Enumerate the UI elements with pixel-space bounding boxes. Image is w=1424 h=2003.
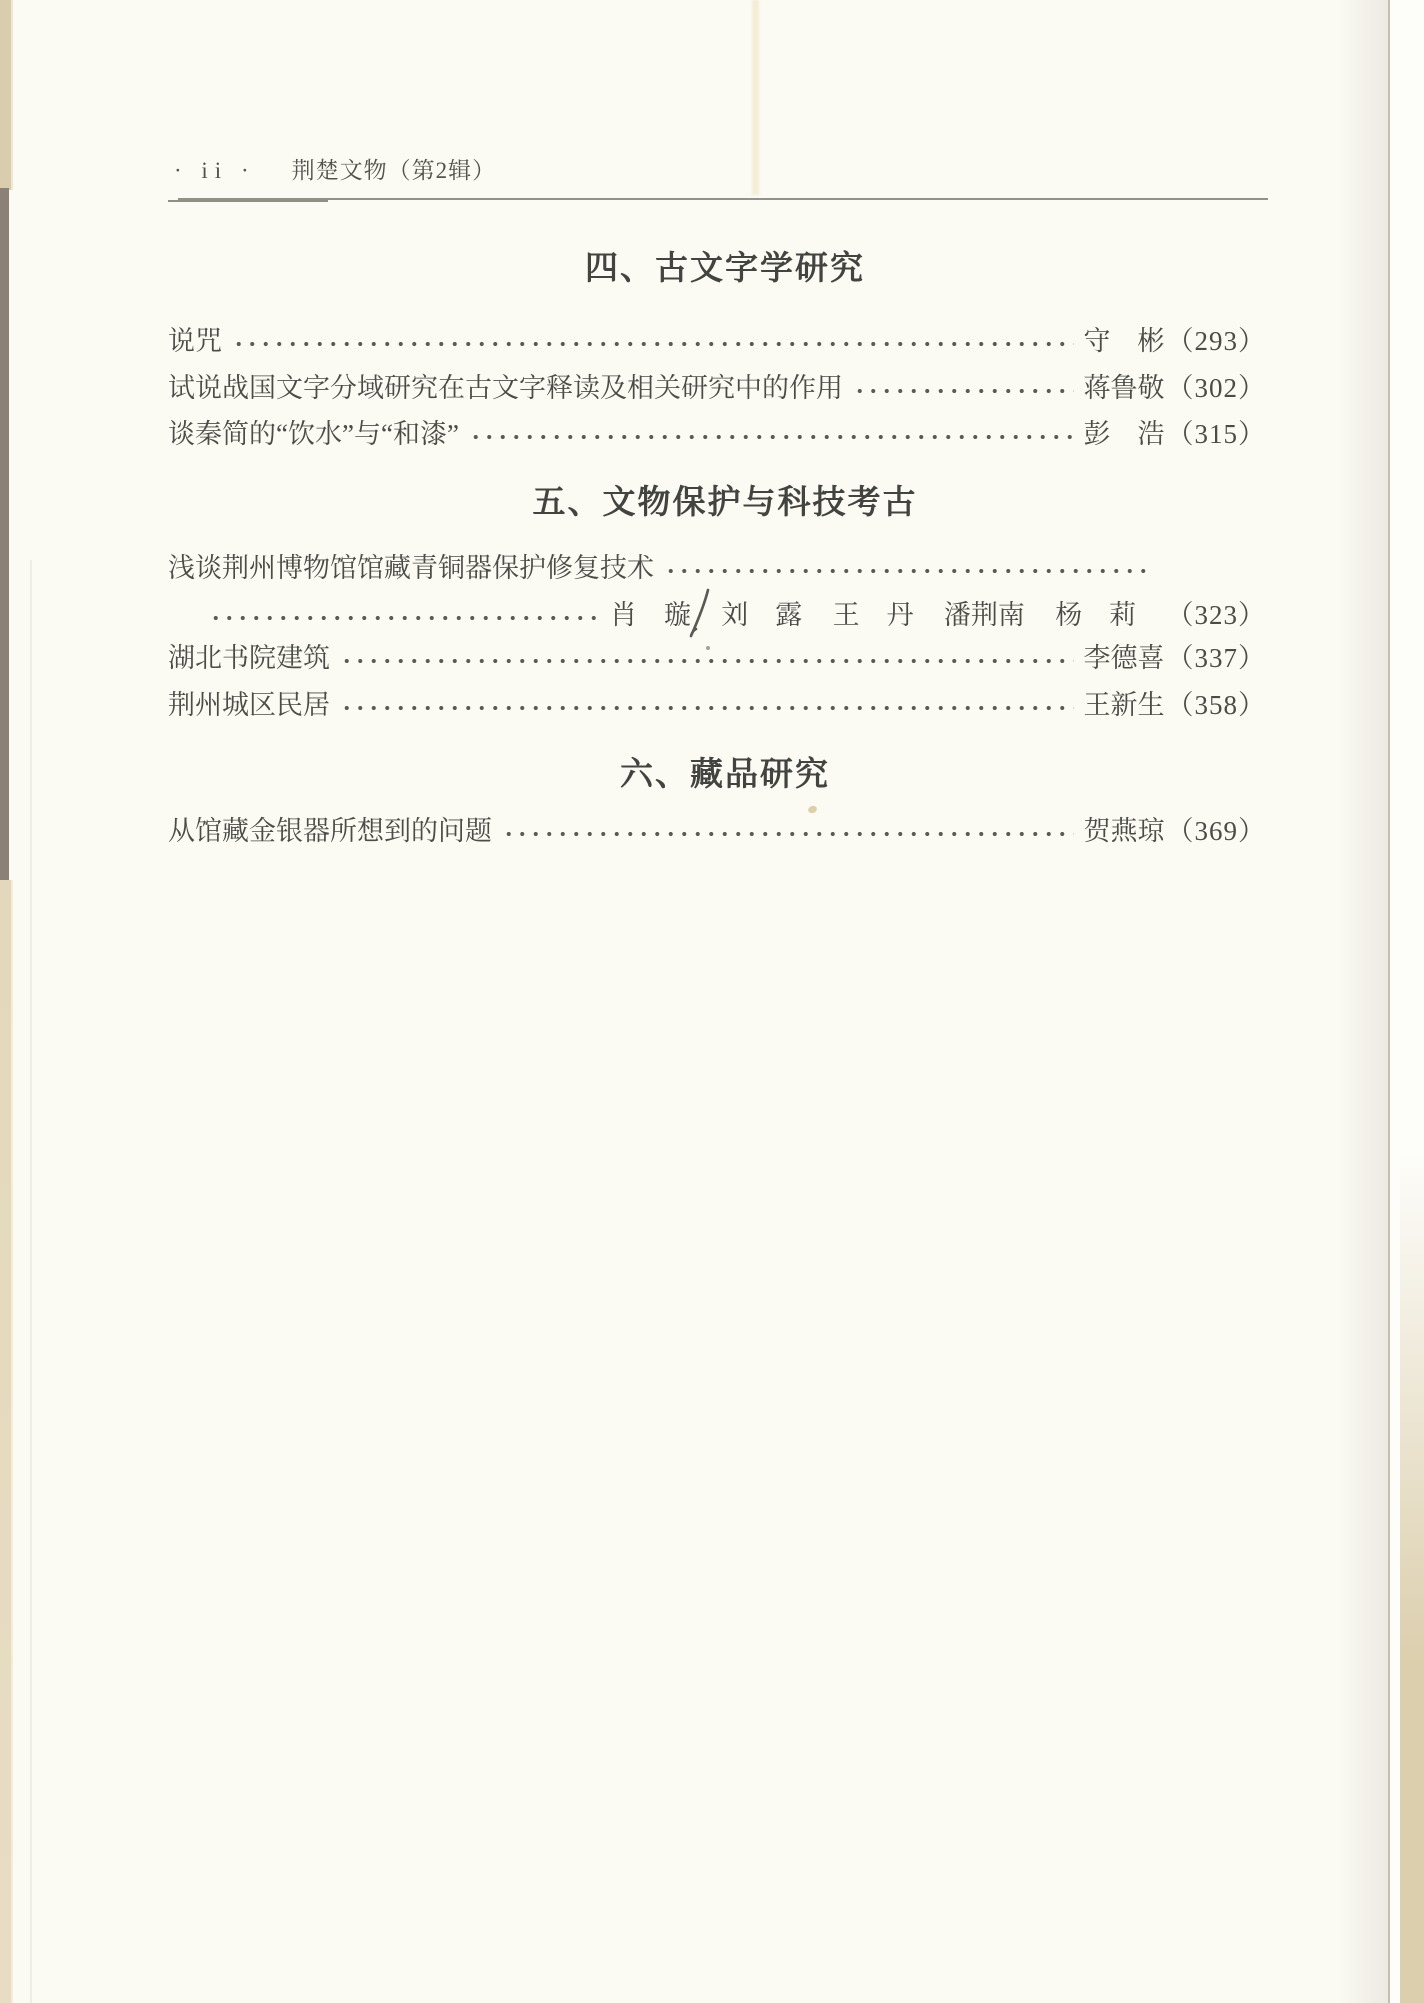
entry-author: 刘 露 (721, 600, 803, 630)
entry-page-number: （358） (1166, 690, 1266, 720)
entry-title: 湖北书院建筑 (168, 643, 330, 673)
toc-entry (168, 324, 1266, 358)
toc-entry (168, 551, 1266, 585)
page-number-marker: · ii · (174, 158, 256, 183)
section-heading-6: 六、藏品研究 (620, 755, 830, 792)
entry-author: 贺燕琼 (1083, 816, 1165, 846)
entry-page-number: （337） (1166, 643, 1266, 673)
entry-title: 浅谈荆州博物馆馆藏青铜器保护修复技术 (168, 553, 654, 583)
book-spine-edge-top (0, 0, 13, 190)
entry-page-number: （302） (1166, 373, 1266, 403)
dot-leader (500, 831, 1074, 837)
toc-entry (168, 641, 1266, 675)
book-spine-edge-bottom (0, 880, 13, 2003)
dot-leader (662, 568, 1147, 574)
entry-author: 蒋鲁敬 (1083, 373, 1165, 403)
toc-entry (168, 371, 1266, 405)
entry-page-number: （315） (1166, 419, 1266, 449)
page-right-shadow (1338, 0, 1388, 2003)
dot-leader (467, 434, 1074, 440)
book-spine-edge-dark (0, 188, 9, 882)
dot-leader (338, 658, 1074, 664)
entry-page-number: （369） (1166, 816, 1266, 846)
running-header (168, 152, 1266, 184)
entry-author: 彭 浩 (1083, 419, 1165, 449)
entry-title: 试说战国文字分域研究在古文字释读及相关研究中的作用 (168, 373, 843, 403)
page-curl-crease (30, 560, 32, 2003)
entry-author: 王新生 (1083, 690, 1165, 720)
handwritten-slash-mark (682, 588, 718, 640)
toc-entry (168, 688, 1266, 722)
header-rule (168, 200, 328, 202)
page-right-edge (1388, 0, 1390, 2003)
entry-page-number: （323） (1166, 600, 1266, 630)
book-title: 荆楚文物（第2辑） (291, 158, 497, 183)
entry-author: 李德喜 (1083, 643, 1165, 673)
entry-title: 从馆藏金银器所想到的问题 (168, 816, 492, 846)
entry-author: 守 彬 (1083, 326, 1165, 356)
page-edge-tan-bottom (1400, 1150, 1424, 2003)
entry-title: 说咒 (168, 326, 222, 356)
dot-leader (207, 615, 600, 621)
entry-author: 潘荆南 (943, 600, 1025, 630)
dot-leader (851, 388, 1074, 394)
section-heading-5: 五、文物保护与科技考古 (532, 483, 918, 520)
entry-title: 谈秦简的“饮水”与“和漆” (168, 419, 459, 449)
entry-author: 杨 莉 (1055, 600, 1137, 630)
dot-leader (338, 705, 1074, 711)
toc-entry (168, 417, 1266, 451)
entry-title: 荆州城区民居 (168, 690, 330, 720)
toc-entry (168, 814, 1266, 848)
entry-page-number: （293） (1166, 326, 1266, 356)
dot-leader (230, 341, 1074, 347)
section-heading-4: 四、古文字学研究 (585, 249, 865, 286)
entry-author: 肖 璇 (610, 600, 691, 630)
scan-speck (706, 646, 710, 650)
entry-author: 王 丹 (832, 600, 914, 630)
header-rule (178, 198, 1268, 200)
scan-speck (807, 805, 818, 815)
